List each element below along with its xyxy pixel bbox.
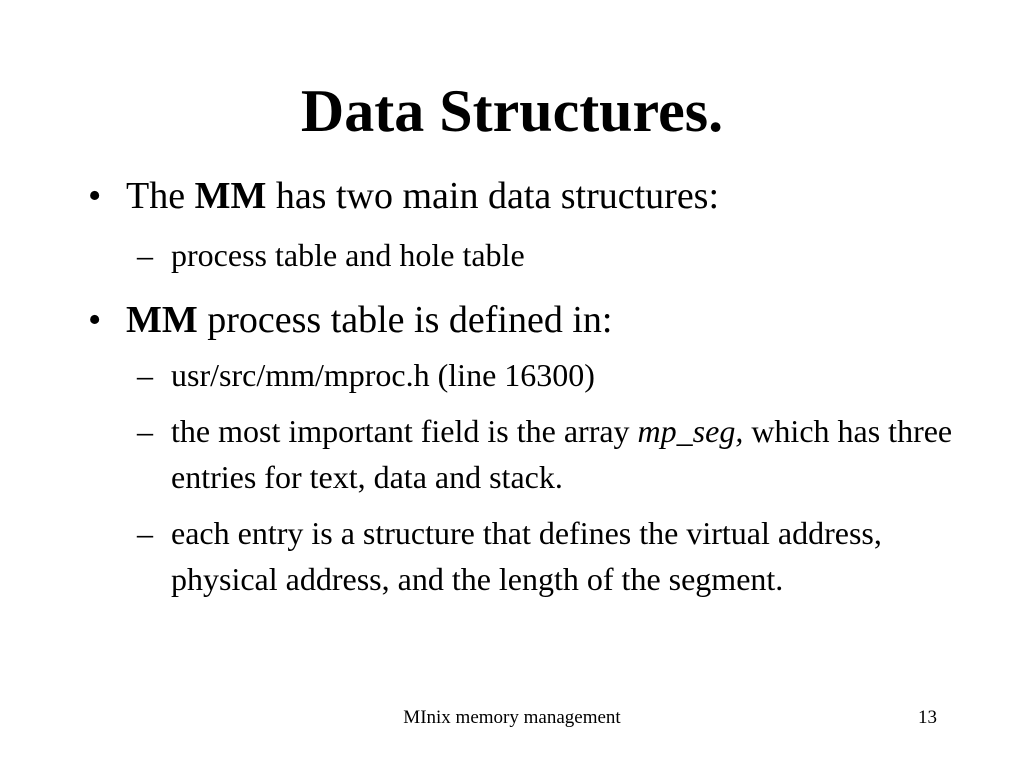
- sub-bullet-marker: –: [137, 357, 153, 393]
- sub-bullet-marker: –: [137, 413, 153, 449]
- footer-page-number: 13: [918, 707, 937, 728]
- sub-bullet-tables: [88, 232, 968, 278]
- bullet-marker: •: [88, 299, 102, 341]
- sub-bullet-text: usr/src/mm/mproc.h (line 16300): [171, 357, 595, 393]
- sub-bullet-text-before: the most important field is the array: [171, 413, 638, 449]
- sub-bullet-marker: –: [137, 237, 153, 273]
- sub-bullet-marker: –: [137, 515, 153, 551]
- bullet-mm-data-structures: [88, 172, 968, 220]
- bullet-marker: •: [88, 175, 102, 217]
- sub-bullet-text: process table and hole table: [171, 237, 525, 273]
- bullet-process-table-defined: [88, 296, 968, 344]
- footer-center-text: MInix memory management: [403, 707, 621, 728]
- bullet-text-bold: MM: [126, 299, 198, 341]
- bullet-text-after: has two main data structures:: [266, 175, 720, 217]
- sub-bullet-entry-structure: [88, 510, 968, 602]
- slide-title: Data Structures.: [300, 78, 724, 144]
- sub-bullet-text: each entry is a structure that defines the virtual address, physical address, and the length of the segment.: [171, 515, 882, 597]
- bullet-text-after: process table is defined in:: [197, 299, 613, 341]
- sub-bullet-text-after: which has three entries for text, data and stack.: [171, 413, 953, 495]
- sub-bullet-text-italic: mp_seg,: [637, 413, 744, 449]
- bullet-text-before: The: [126, 175, 195, 217]
- slide-content: [88, 172, 968, 602]
- sub-bullet-mp-seg: [88, 408, 968, 500]
- sub-bullet-mproc-file: [88, 352, 968, 398]
- bullet-text-bold: MM: [194, 175, 267, 217]
